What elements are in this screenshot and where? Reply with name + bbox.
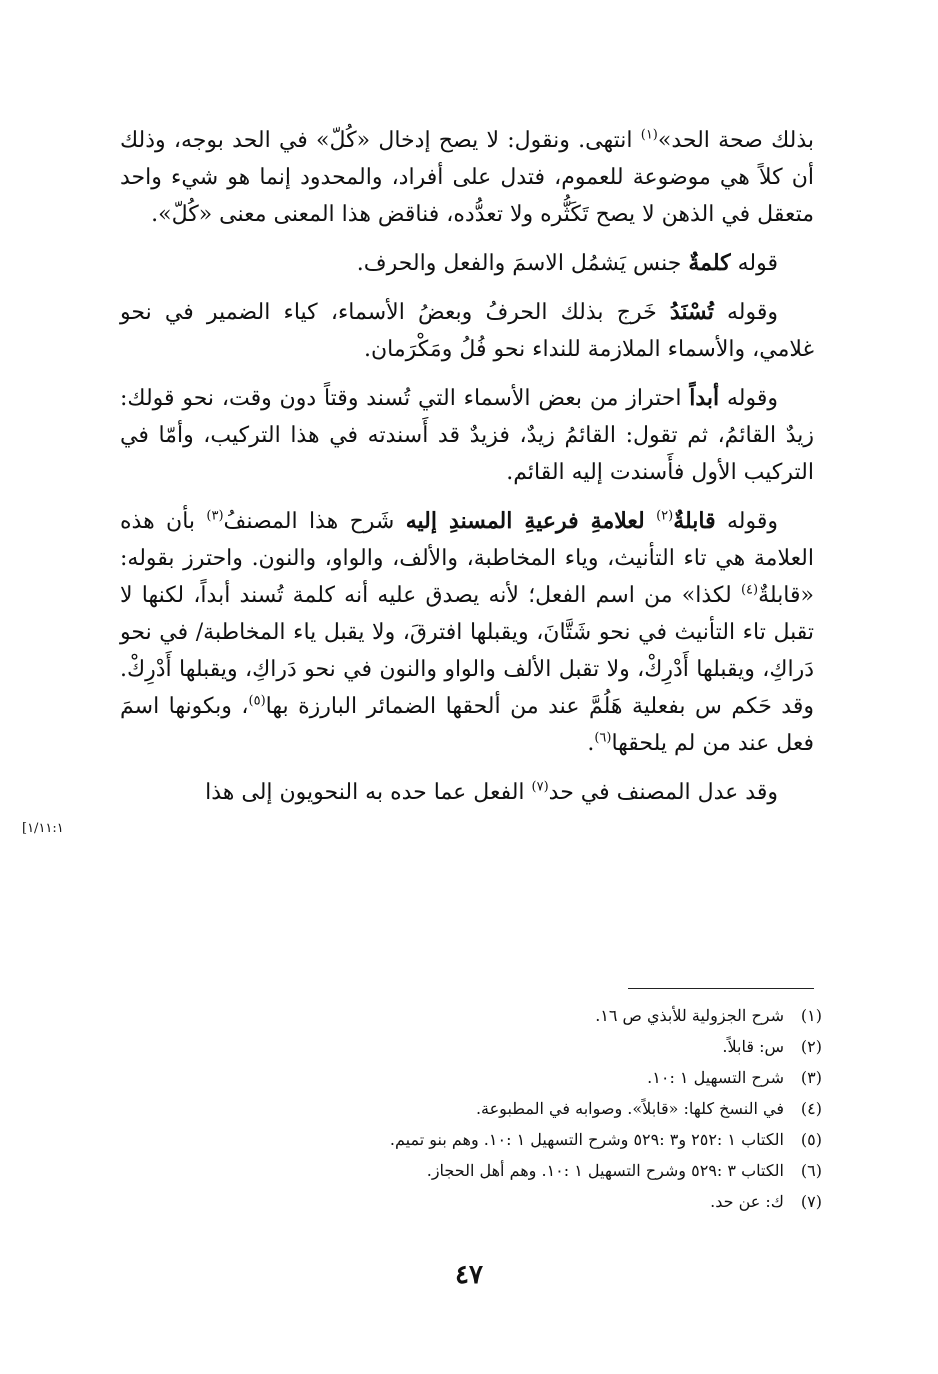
- text-segment: وقد عدل المصنف في حد: [548, 780, 778, 805]
- footnote-text: س: قابلاً.: [722, 1037, 784, 1056]
- footnote-text: في النسخ كلها: «قابلاً». وصوابه في المطبوعة.: [475, 1099, 784, 1118]
- quoted-term: أبداً: [689, 385, 720, 411]
- footnote: [300, 1186, 822, 1217]
- footnote-reference: (١): [640, 127, 658, 143]
- text-segment: قوله: [730, 251, 778, 276]
- text-segment: لكذا» من اسم الفعل؛ لأنه يصدق عليه أنه كلمة تُسند أبداً، لكنها لا تقبل تاء التأنيث في نحو شَتَّانَ، ويقبلها افترقَ، ولا يقبل ياء المخاطبة/ في نحو دَراكِ، ويقبلها أَدْرِكْ، ولا تقبل الألف والواو والنون في نحو دَراكِ، ويقبلها أَدْرِكْ. وقد حَكم س بفعلية هَلُمَّ عند من ألحقها الضمائر البارزة بها: [120, 583, 814, 719]
- paragraph: [120, 245, 814, 282]
- text-segment: [645, 509, 656, 534]
- paragraph: [120, 380, 814, 491]
- text-segment: .: [587, 731, 595, 756]
- footnote-number: (٤): [800, 1099, 822, 1118]
- paragraph: [120, 122, 814, 233]
- footnote-reference: (٢): [656, 508, 674, 524]
- footnote-reference: (٦): [594, 730, 612, 746]
- quoted-term: قابلةٌ: [673, 508, 716, 534]
- text-segment: الفعل عما حده به النحويون إلى هذا: [205, 780, 532, 805]
- quoted-term: كلمةٌ: [688, 250, 731, 276]
- text-segment: ، وبكونها اسمَ فعل عند من لم يلحقها: [120, 694, 814, 756]
- footnote-number: (١): [800, 1006, 822, 1025]
- footnote-text: شرح التسهيل ١ :١٠.: [647, 1068, 784, 1087]
- quoted-term: لعلامةِ فرعيةِ المسندِ إليه: [405, 508, 645, 534]
- footnote: [300, 1093, 822, 1124]
- footnote: [300, 1124, 822, 1155]
- footnote: [300, 1062, 822, 1093]
- text-segment: بأن هذه العلامة هي تاء التأنيث، وياء المخاطبة، والألف، والواو، والنون. واحترز بقوله: «قابلةٌ: [120, 509, 814, 608]
- footnote: [300, 1000, 822, 1031]
- text-segment: بذلك صحة الحد»: [657, 128, 814, 153]
- text-segment: وقوله: [715, 509, 779, 534]
- footnote-text: الكتاب ١ :٢٥٢ و٣ :٥٢٩ وشرح التسهيل ١ :١٠. وهم بنو تميم.: [389, 1130, 784, 1149]
- footnote: [300, 1031, 822, 1062]
- marginal-note: [١/١١:١: [22, 821, 64, 836]
- footnote-divider: [628, 988, 814, 989]
- footnote-number: (٥): [800, 1130, 822, 1149]
- paragraph: [120, 503, 814, 762]
- footnote-text: ك: عن حد.: [710, 1192, 784, 1211]
- footnote-text: الكتاب ٣ :٥٢٩ وشرح التسهيل ١ :١٠. وهم أهل الحجاز.: [426, 1161, 784, 1180]
- text-segment: شَرح هذا المصنفُ: [223, 509, 406, 534]
- paragraph: [120, 774, 814, 811]
- footnote: [300, 1155, 822, 1186]
- text-segment: وقوله: [719, 386, 779, 411]
- footnote-reference: (٤): [740, 582, 759, 598]
- text-segment: جنس يَشمُل الاسمَ والفعل والحرف.: [356, 251, 689, 276]
- footnote-number: (٦): [800, 1161, 822, 1180]
- text-segment: انتهى. ونقول: لا يصح إدخال «كُلّ» في الحد بوجه، وذلك أن كلاً هي موضوعة للعموم، فتدل على أفراد، والمحدود إنما هو شيء واحد متعقل في الذهن لا يصح تَكَثُّره ولا تعدُّده، فناقض هذا المعنى معنى «كُلّ».: [120, 128, 814, 227]
- footnote-number: (٧): [800, 1192, 822, 1211]
- paragraph: [120, 294, 814, 368]
- footnotes: [300, 1000, 822, 1217]
- main-text: [120, 122, 814, 823]
- text-segment: خَرج بذلك الحرفُ وبعضُ الأسماء، كياء الضمير في نحو غلامي، والأسماء الملازمة للنداء نحو فُلُ ومَكْرَمان.: [120, 300, 814, 362]
- footnote-number: (٣): [800, 1068, 822, 1087]
- quoted-term: تُسْنَدُ: [669, 299, 714, 325]
- page-number: ٤٧: [455, 1260, 483, 1290]
- footnote-text: شرح الجزولية للأبذي ص ١٦.: [595, 1006, 784, 1025]
- text-segment: احتراز من بعض الأسماء التي تُسند وقتاً دون وقت، نحو قولك: زيدٌ القائمُ، ثم تقول: القائمُ زيدٌ، فزيدٌ قد أَسندته في هذا التركيب، وأمّا في التركيب الأول فأَسندت إليه القائم.: [120, 386, 814, 485]
- footnote-reference: (٣): [206, 508, 224, 524]
- footnote-reference: (٥): [248, 693, 266, 709]
- footnote-number: (٢): [800, 1037, 822, 1056]
- footnote-reference: (٧): [531, 779, 549, 795]
- text-segment: وقوله: [713, 300, 779, 325]
